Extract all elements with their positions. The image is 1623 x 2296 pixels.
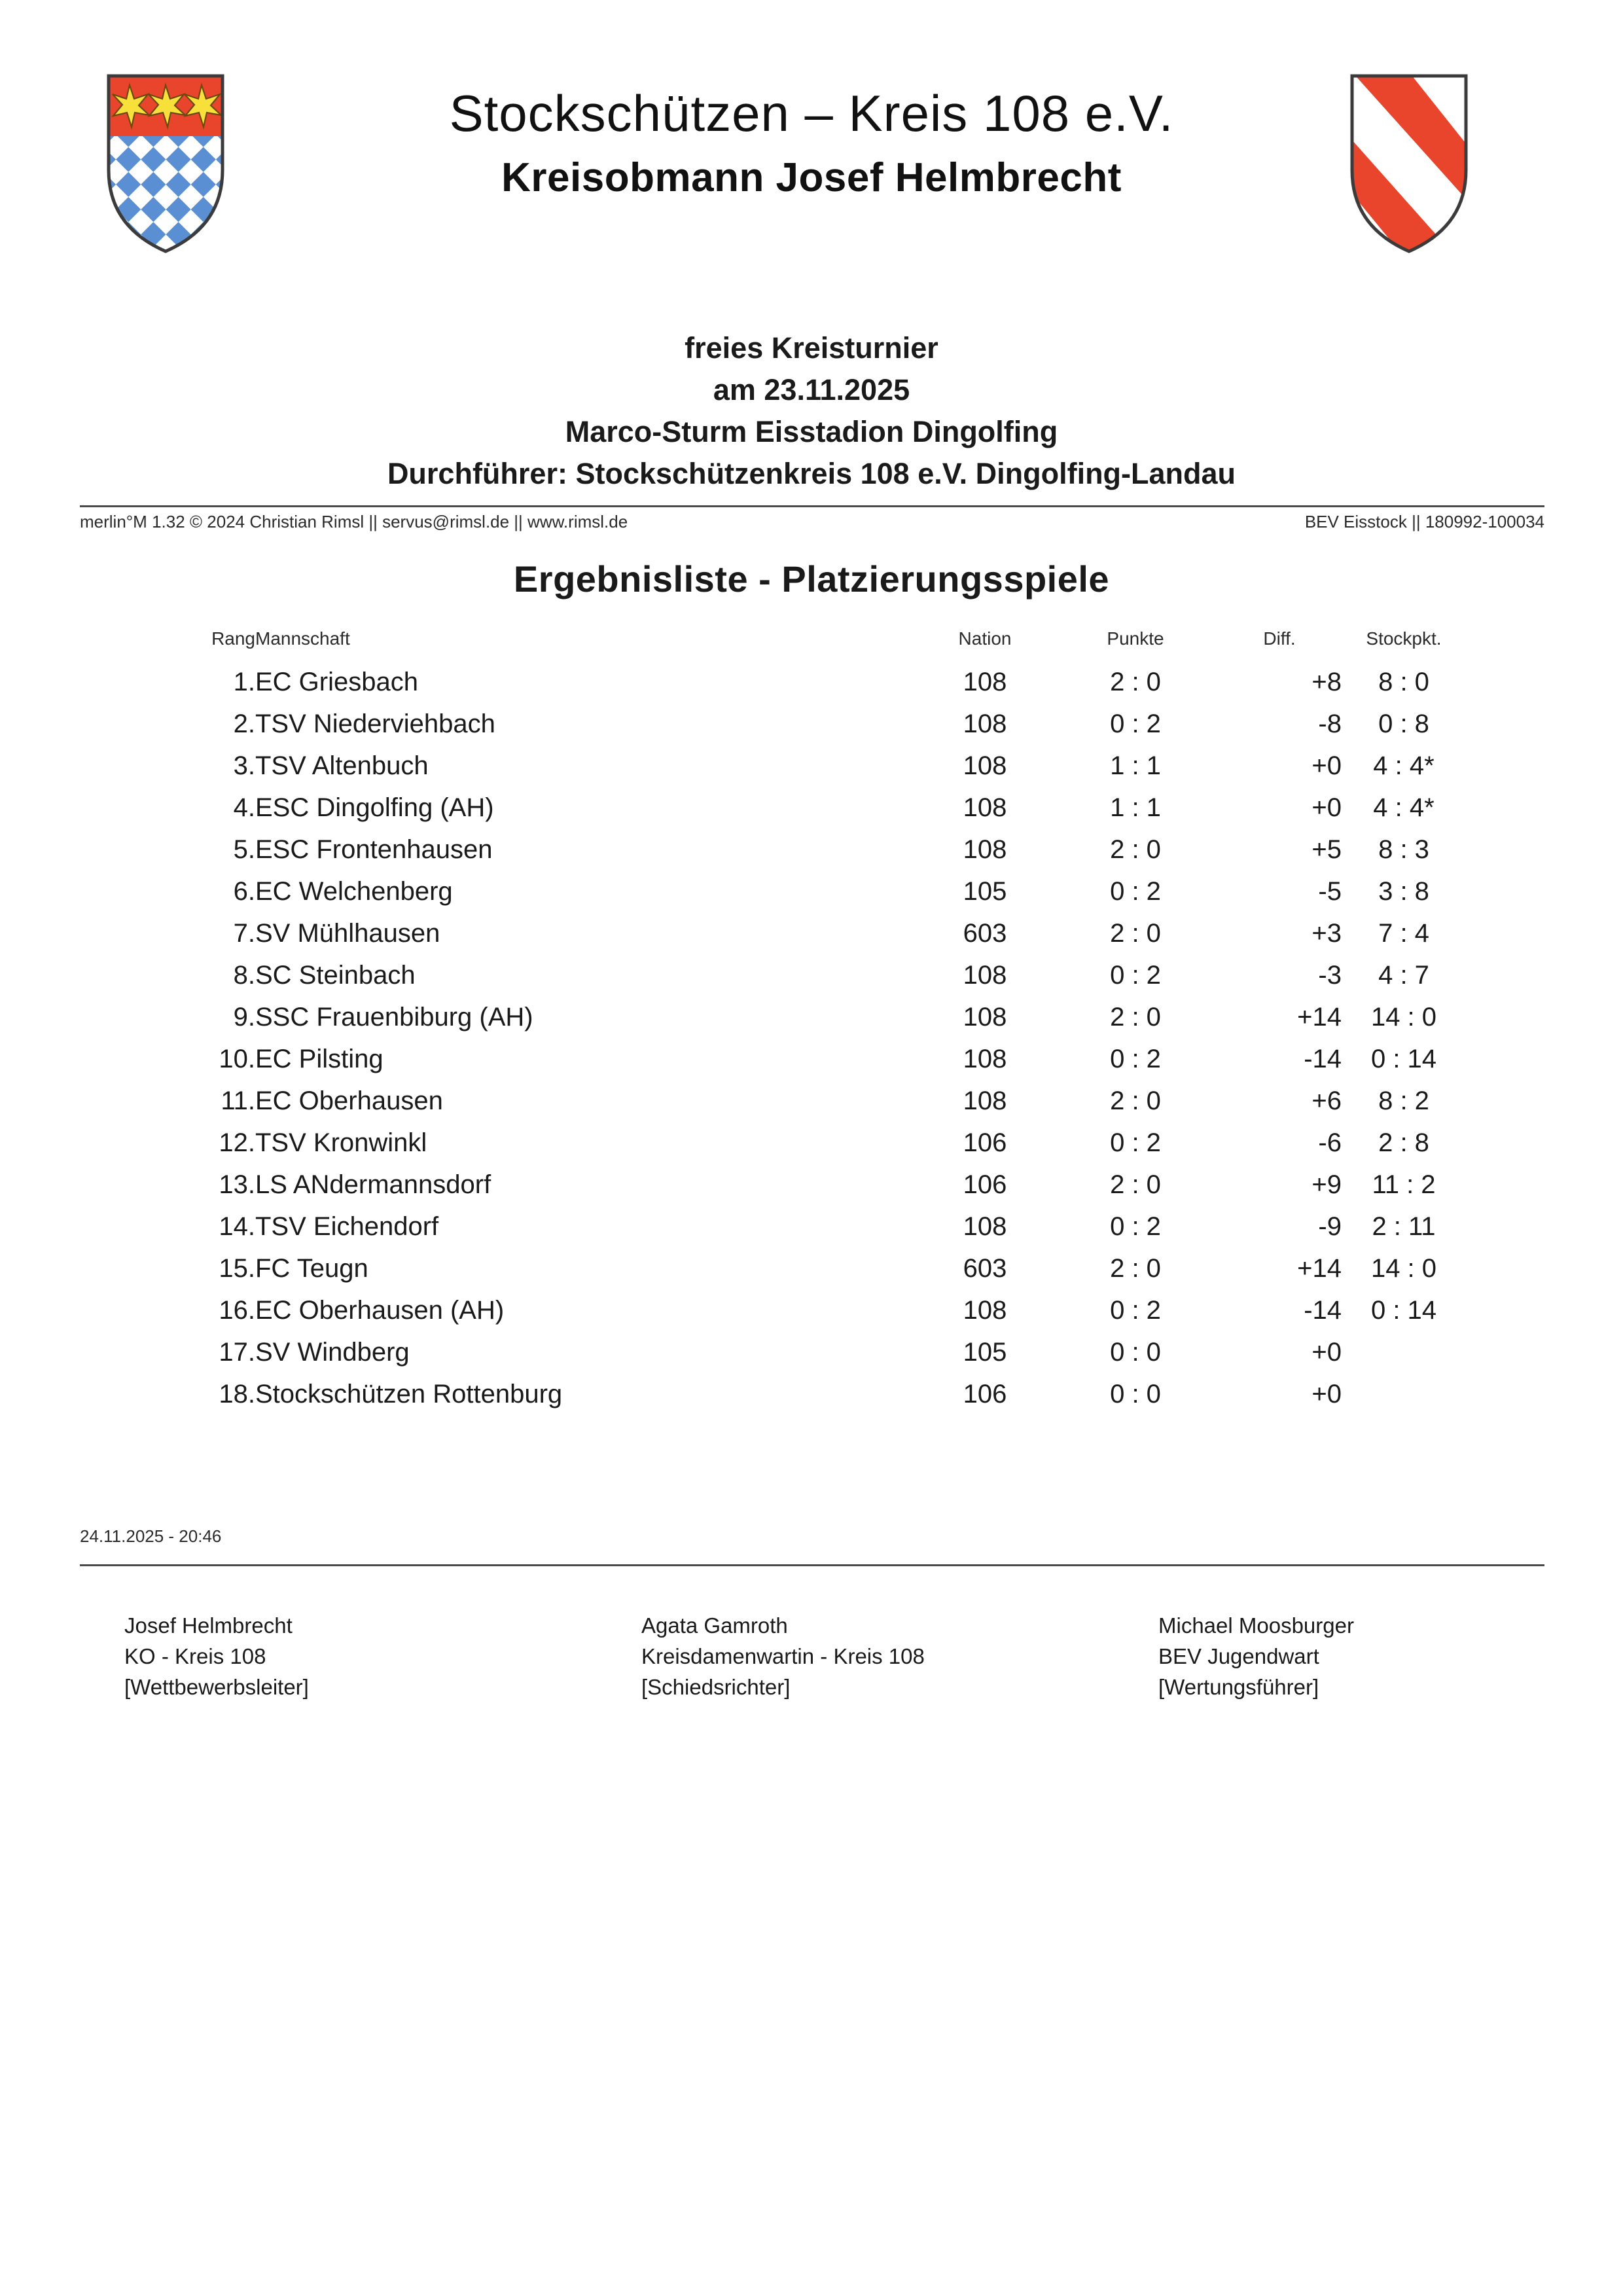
cell-nation: 108 <box>963 1086 1007 1115</box>
cell-rang: 6. <box>233 877 255 906</box>
table-row <box>157 1381 1466 1423</box>
cell-punkte: 0 : 2 <box>1110 1212 1161 1241</box>
cell-rang: 16. <box>219 1296 255 1325</box>
event-line-date: am 23.11.2025 <box>713 372 910 406</box>
cell-nation: 108 <box>963 1003 1007 1031</box>
cell-nation: 105 <box>963 1338 1007 1367</box>
column-header-punkte: Punkte <box>1107 628 1164 649</box>
cell-mannschaft: ESC Dingolfing (AH) <box>255 793 494 822</box>
cell-mannschaft: ESC Frontenhausen <box>255 835 493 864</box>
cell-punkte: 0 : 2 <box>1110 961 1161 990</box>
event-line-name: freies Kreisturnier <box>685 331 938 365</box>
signature-name: Josef Helmbrecht <box>124 1613 293 1638</box>
cell-stockpkt: 8 : 0 <box>1378 668 1429 696</box>
signature-role: BEV Jugendwart <box>1158 1644 1319 1669</box>
signature-name: Michael Moosburger <box>1158 1613 1354 1638</box>
cell-punkte: 0 : 2 <box>1110 1045 1161 1073</box>
cell-punkte: 0 : 2 <box>1110 1128 1161 1157</box>
cell-stockpkt: 4 : 4* <box>1373 751 1435 780</box>
table-row <box>157 669 1466 711</box>
cell-diff: +6 <box>1311 1086 1342 1115</box>
results-table <box>157 628 1466 1423</box>
cell-nation: 108 <box>963 1045 1007 1073</box>
cell-nation: 108 <box>963 961 1007 990</box>
cell-punkte: 2 : 0 <box>1110 835 1161 864</box>
cell-punkte: 2 : 0 <box>1110 668 1161 696</box>
cell-mannschaft: SSC Frauenbiburg (AH) <box>255 1003 533 1031</box>
cell-stockpkt: 2 : 11 <box>1372 1212 1436 1241</box>
column-header-diff: Diff. <box>1263 628 1296 649</box>
table-row <box>157 962 1466 1004</box>
cell-rang: 7. <box>233 919 255 948</box>
cell-rang: 5. <box>233 835 255 864</box>
cell-punkte: 0 : 0 <box>1110 1380 1161 1408</box>
cell-mannschaft: EC Pilsting <box>255 1045 383 1073</box>
cell-diff: +14 <box>1297 1254 1342 1283</box>
cell-diff: +14 <box>1297 1003 1342 1031</box>
signature-column <box>641 1610 1158 1703</box>
coat-of-arms-dingolfing-landau-icon <box>103 72 228 255</box>
table-header <box>157 628 1466 669</box>
meta-row <box>80 512 1544 532</box>
cell-stockpkt: 14 : 0 <box>1370 1254 1437 1283</box>
cell-diff: +0 <box>1311 1338 1342 1367</box>
cell-stockpkt: 11 : 2 <box>1372 1170 1436 1199</box>
cell-stockpkt: 2 : 8 <box>1378 1128 1429 1157</box>
table-row <box>157 836 1466 878</box>
signature-block <box>124 1610 1544 1703</box>
cell-stockpkt: 0 : 8 <box>1378 709 1429 738</box>
cell-mannschaft: EC Griesbach <box>255 668 418 696</box>
table-row <box>157 711 1466 753</box>
organisation-titles <box>275 85 1348 203</box>
cell-rang: 1. <box>233 668 255 696</box>
cell-diff: +5 <box>1311 835 1342 864</box>
cell-nation: 106 <box>963 1128 1007 1157</box>
cell-diff: -9 <box>1318 1212 1342 1241</box>
cell-stockpkt <box>1342 1381 1466 1423</box>
cell-mannschaft: TSV Niederviehbach <box>255 709 495 738</box>
table-row <box>157 1213 1466 1255</box>
signature-role: KO - Kreis 108 <box>124 1644 266 1669</box>
cell-punkte: 0 : 2 <box>1110 877 1161 906</box>
cell-mannschaft: LS ANdermannsdorf <box>255 1170 491 1199</box>
page-title: Ergebnisliste - Platzierungsspiele <box>513 558 1110 600</box>
cell-mannschaft: TSV Eichendorf <box>255 1212 439 1241</box>
software-credit: merlin°M 1.32 © 2024 Christian Rimsl || servus@rimsl.de || www.rimsl.de <box>80 512 628 531</box>
cell-punkte: 0 : 2 <box>1110 709 1161 738</box>
cell-mannschaft: EC Oberhausen (AH) <box>255 1296 505 1325</box>
cell-rang: 15. <box>219 1254 255 1283</box>
event-line-organiser: Durchführer: Stockschützenkreis 108 e.V. Dingolfing-Landau <box>387 456 1236 490</box>
cell-punkte: 2 : 0 <box>1110 1254 1161 1283</box>
cell-punkte: 0 : 0 <box>1110 1338 1161 1367</box>
table-body <box>157 669 1466 1423</box>
event-line-venue: Marco-Sturm Eisstadion Dingolfing <box>565 414 1058 448</box>
cell-diff: -5 <box>1318 877 1342 906</box>
signature-column <box>124 1610 641 1703</box>
cell-stockpkt: 8 : 3 <box>1378 835 1429 864</box>
event-title-block <box>0 327 1623 495</box>
organisation-subtitle: Kreisobmann Josef Helmbrecht <box>501 155 1122 201</box>
cell-diff: -3 <box>1318 961 1342 990</box>
table-row <box>157 1172 1466 1213</box>
cell-stockpkt: 4 : 7 <box>1378 961 1429 990</box>
table-row <box>157 753 1466 795</box>
signature-function: [Schiedsrichter] <box>641 1675 791 1700</box>
cell-rang: 13. <box>219 1170 255 1199</box>
cell-nation: 603 <box>963 1254 1007 1283</box>
cell-mannschaft: SC Steinbach <box>255 961 416 990</box>
organisation-title: Stockschützen – Kreis 108 e.V. <box>449 84 1174 142</box>
cell-mannschaft: TSV Altenbuch <box>255 751 429 780</box>
cell-rang: 10. <box>219 1045 255 1073</box>
cell-rang: 8. <box>233 961 255 990</box>
cell-diff: +8 <box>1311 668 1342 696</box>
table-row <box>157 878 1466 920</box>
cell-punkte: 1 : 1 <box>1110 793 1161 822</box>
cell-diff: +9 <box>1311 1170 1342 1199</box>
table-row <box>157 1046 1466 1088</box>
cell-diff: +0 <box>1311 793 1342 822</box>
column-header-mannschaft: Mannschaft <box>255 628 350 649</box>
table-row <box>157 1255 1466 1297</box>
table-row <box>157 920 1466 962</box>
cell-rang: 14. <box>219 1212 255 1241</box>
cell-nation: 108 <box>963 793 1007 822</box>
cell-punkte: 1 : 1 <box>1110 751 1161 780</box>
cell-nation: 108 <box>963 1212 1007 1241</box>
cell-stockpkt: 7 : 4 <box>1378 919 1429 948</box>
cell-nation: 108 <box>963 709 1007 738</box>
cell-punkte: 2 : 0 <box>1110 1170 1161 1199</box>
cell-punkte: 2 : 0 <box>1110 1003 1161 1031</box>
cell-rang: 11. <box>221 1086 255 1115</box>
table-row <box>157 1004 1466 1046</box>
signature-name: Agata Gamroth <box>641 1613 788 1638</box>
cell-rang: 18. <box>219 1380 255 1408</box>
cell-stockpkt: 0 : 14 <box>1370 1045 1437 1073</box>
cell-nation: 108 <box>963 1296 1007 1325</box>
results-table-wrapper <box>0 628 1623 1423</box>
signature-column <box>1158 1610 1544 1703</box>
federation-id: BEV Eisstock || 180992-100034 <box>1304 512 1544 531</box>
cell-rang: 3. <box>233 751 255 780</box>
cell-rang: 4. <box>233 793 255 822</box>
cell-mannschaft: SV Windberg <box>255 1338 410 1367</box>
cell-stockpkt <box>1342 1339 1466 1381</box>
print-timestamp: 24.11.2025 - 20:46 <box>80 1526 222 1546</box>
cell-punkte: 2 : 0 <box>1110 1086 1161 1115</box>
cell-diff: +0 <box>1311 751 1342 780</box>
cell-stockpkt: 3 : 8 <box>1378 877 1429 906</box>
cell-nation: 108 <box>963 668 1007 696</box>
footer-divider <box>80 1564 1544 1566</box>
cell-mannschaft: EC Welchenberg <box>255 877 453 906</box>
table-row <box>157 1088 1466 1130</box>
cell-nation: 603 <box>963 919 1007 948</box>
cell-nation: 108 <box>963 751 1007 780</box>
table-row <box>157 1297 1466 1339</box>
cell-mannschaft: FC Teugn <box>255 1254 368 1283</box>
cell-mannschaft: TSV Kronwinkl <box>255 1128 427 1157</box>
cell-nation: 106 <box>963 1380 1007 1408</box>
cell-stockpkt: 0 : 14 <box>1370 1296 1437 1325</box>
column-header-nation: Nation <box>958 628 1012 649</box>
cell-stockpkt: 14 : 0 <box>1370 1003 1437 1031</box>
cell-diff: +0 <box>1311 1380 1342 1408</box>
cell-mannschaft: EC Oberhausen <box>255 1086 443 1115</box>
cell-nation: 106 <box>963 1170 1007 1199</box>
cell-mannschaft: Stockschützen Rottenburg <box>255 1380 563 1408</box>
cell-diff: +3 <box>1311 919 1342 948</box>
document-header <box>0 72 1623 268</box>
cell-rang: 12. <box>219 1128 255 1157</box>
meta-divider <box>80 505 1544 507</box>
cell-diff: -8 <box>1318 709 1342 738</box>
cell-diff: -14 <box>1304 1296 1342 1325</box>
table-header-row <box>157 628 1466 669</box>
signature-function: [Wettbewerbsleiter] <box>124 1675 309 1700</box>
cell-rang: 17. <box>219 1338 255 1367</box>
cell-nation: 108 <box>963 835 1007 864</box>
cell-punkte: 0 : 2 <box>1110 1296 1161 1325</box>
column-header-stockpkt: Stockpkt. <box>1366 628 1442 649</box>
table-row <box>157 795 1466 836</box>
coat-of-arms-bends-red-white-icon <box>1347 72 1471 255</box>
cell-stockpkt: 8 : 2 <box>1378 1086 1429 1115</box>
cell-nation: 105 <box>963 877 1007 906</box>
column-header-rang: Rang <box>211 628 255 649</box>
cell-stockpkt: 4 : 4* <box>1373 793 1435 822</box>
table-row <box>157 1130 1466 1172</box>
signature-function: [Wertungsführer] <box>1158 1675 1319 1700</box>
cell-rang: 2. <box>233 709 255 738</box>
table-row <box>157 1339 1466 1381</box>
cell-punkte: 2 : 0 <box>1110 919 1161 948</box>
cell-rang: 9. <box>233 1003 255 1031</box>
cell-diff: -14 <box>1304 1045 1342 1073</box>
signature-role: Kreisdamenwartin - Kreis 108 <box>641 1644 925 1669</box>
cell-diff: -6 <box>1318 1128 1342 1157</box>
cell-mannschaft: SV Mühlhausen <box>255 919 440 948</box>
